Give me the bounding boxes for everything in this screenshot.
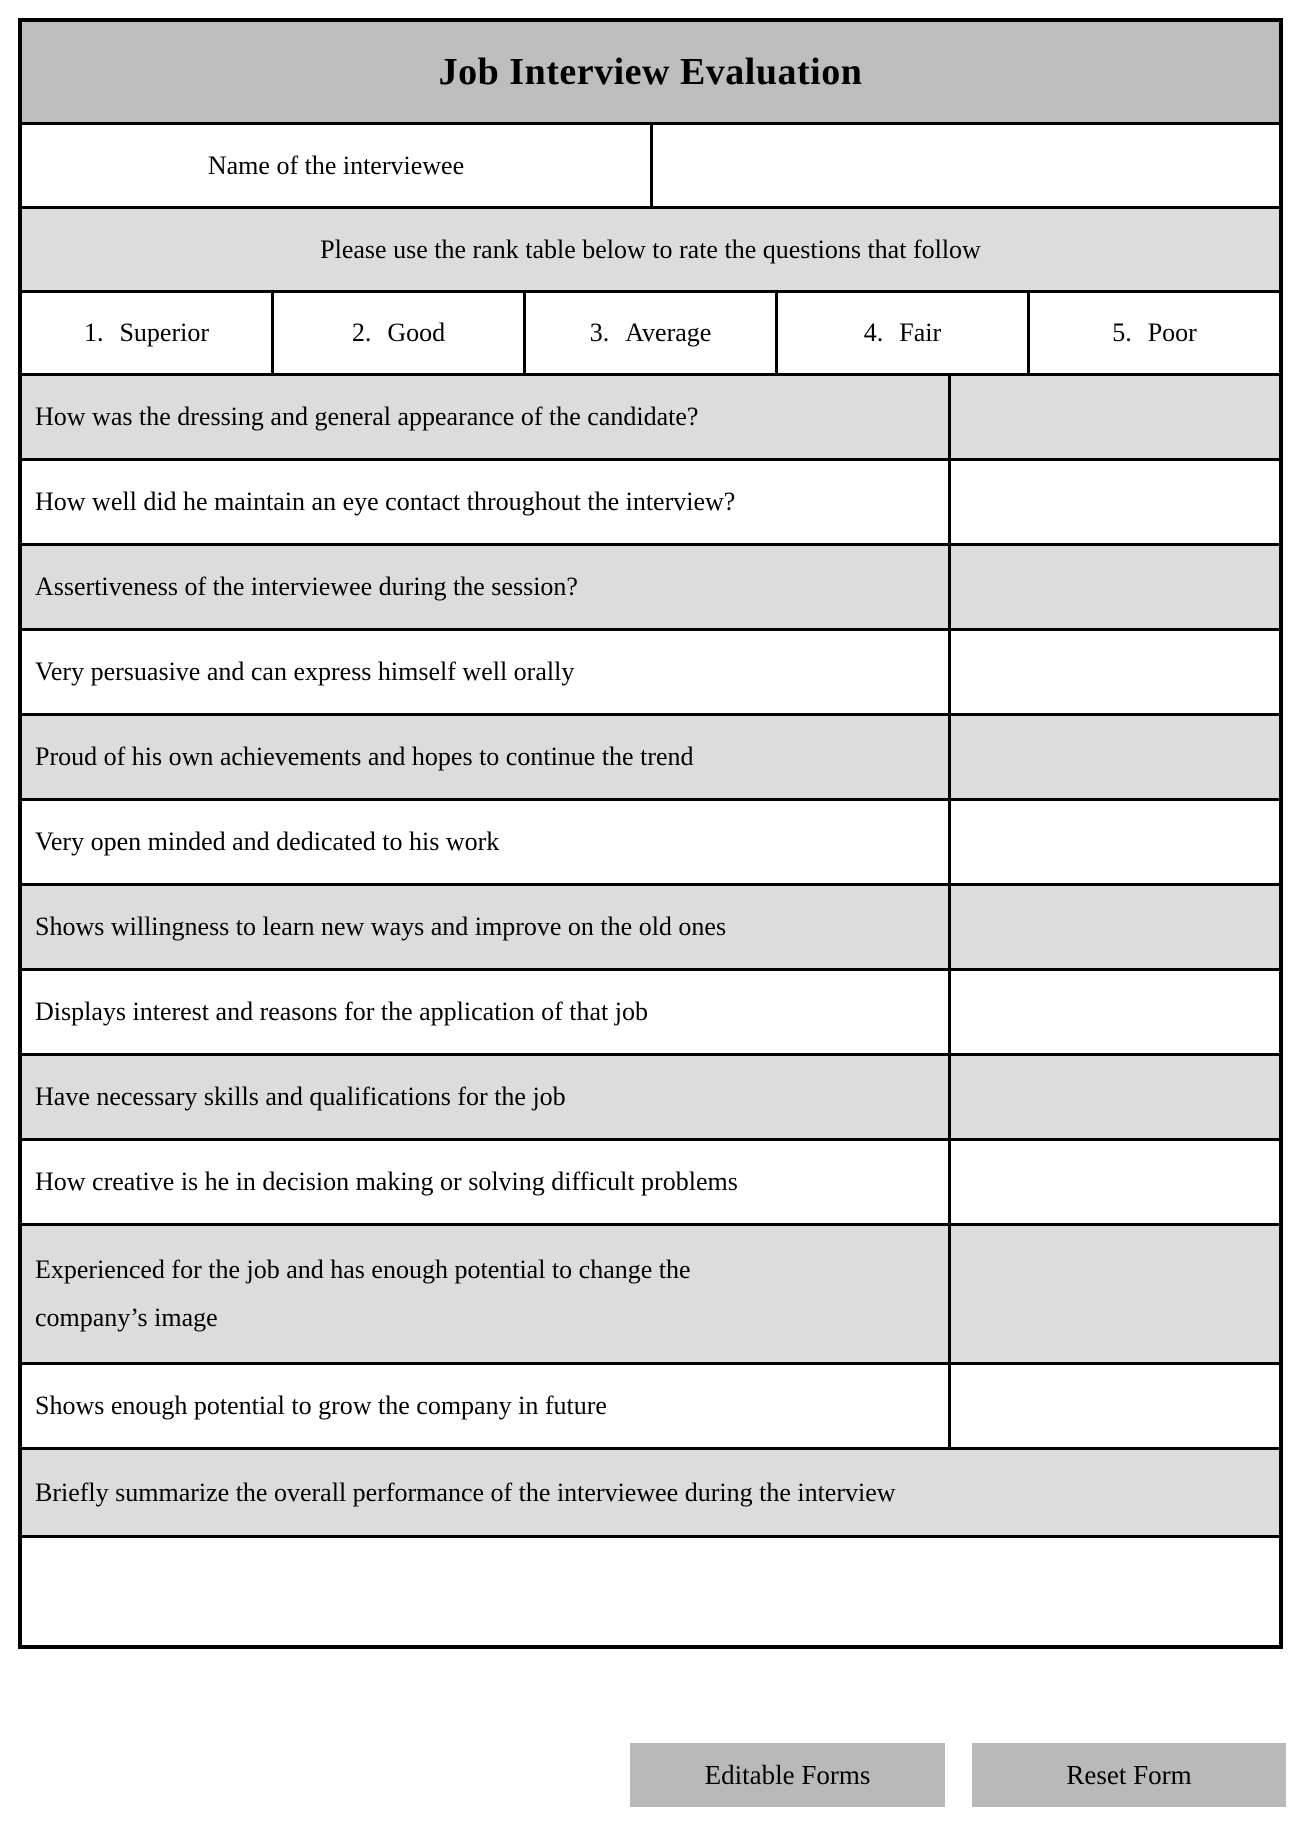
rank-number: 1. [83,318,104,347]
answer-field[interactable] [951,971,1279,1053]
question-row [22,1056,1279,1141]
question-text: Experienced for the job and has enough potential to change the company’s image [22,1226,951,1362]
rank-label: Superior [119,318,210,347]
question-text: Displays interest and reasons for the application of that job [22,971,951,1053]
evaluation-form-table [18,18,1283,1649]
answer-field[interactable] [951,631,1279,713]
rank-label: Poor [1147,318,1197,347]
question-row [22,1141,1279,1226]
name-row [22,125,1279,209]
question-text: How creative is he in decision making or solving difficult problems [22,1141,951,1223]
answer-field[interactable] [951,1056,1279,1138]
title-row [22,22,1279,125]
answer-field[interactable] [951,716,1279,798]
rank-legend-row [22,293,1279,376]
question-text: Assertiveness of the interviewee during the session? [22,546,951,628]
answer-field[interactable] [951,886,1279,968]
rank-number: 4. [863,318,884,347]
rank-cell-superior [22,293,274,373]
instruction-row [22,209,1279,293]
answer-field[interactable] [951,1141,1279,1223]
question-text: Very open minded and dedicated to his work [22,801,951,883]
reset-form-button[interactable]: Reset Form [972,1743,1286,1807]
rank-cell-good [274,293,526,373]
answer-field[interactable] [951,1365,1279,1447]
question-row [22,631,1279,716]
rank-cell-fair [778,293,1030,373]
question-text: How was the dressing and general appearance of the candidate? [22,376,951,458]
answer-field[interactable] [951,461,1279,543]
rank-number: 2. [351,318,372,347]
rank-label: Good [387,318,446,347]
answer-field[interactable] [951,801,1279,883]
answer-field[interactable] [951,1226,1279,1362]
summary-prompt-row [22,1450,1279,1538]
question-text: Have necessary skills and qualifications for the job [22,1056,951,1138]
rank-label: Fair [899,318,942,347]
name-label: Name of the interviewee [22,125,653,206]
form-title: Job Interview Evaluation [438,51,863,93]
question-text: Very persuasive and can express himself well orally [22,631,951,713]
question-text: Shows willingness to learn new ways and improve on the old ones [22,886,951,968]
editable-forms-button[interactable]: Editable Forms [630,1743,945,1807]
rank-number: 3. [589,318,610,347]
rank-label: Average [625,318,712,347]
answer-field[interactable] [951,376,1279,458]
question-row [22,546,1279,631]
summary-prompt: Briefly summarize the overall performance of the interviewee during the interview [35,1477,896,1507]
question-text: How well did he maintain an eye contact throughout the interview? [22,461,951,543]
question-row [22,886,1279,971]
question-row [22,1365,1279,1450]
question-row [22,461,1279,546]
instruction-text: Please use the rank table below to rate the questions that follow [320,234,981,264]
summary-input-area[interactable] [22,1538,1279,1645]
question-row [22,376,1279,461]
rank-cell-average [526,293,778,373]
question-text: Shows enough potential to grow the company in future [22,1365,951,1447]
question-row [22,716,1279,801]
question-text: Proud of his own achievements and hopes to continue the trend [22,716,951,798]
answer-field[interactable] [951,546,1279,628]
question-row [22,971,1279,1056]
question-row [22,801,1279,886]
name-input-field[interactable] [653,125,1279,206]
question-row [22,1226,1279,1365]
rank-number: 5. [1112,318,1132,347]
rank-cell-poor [1030,293,1279,373]
